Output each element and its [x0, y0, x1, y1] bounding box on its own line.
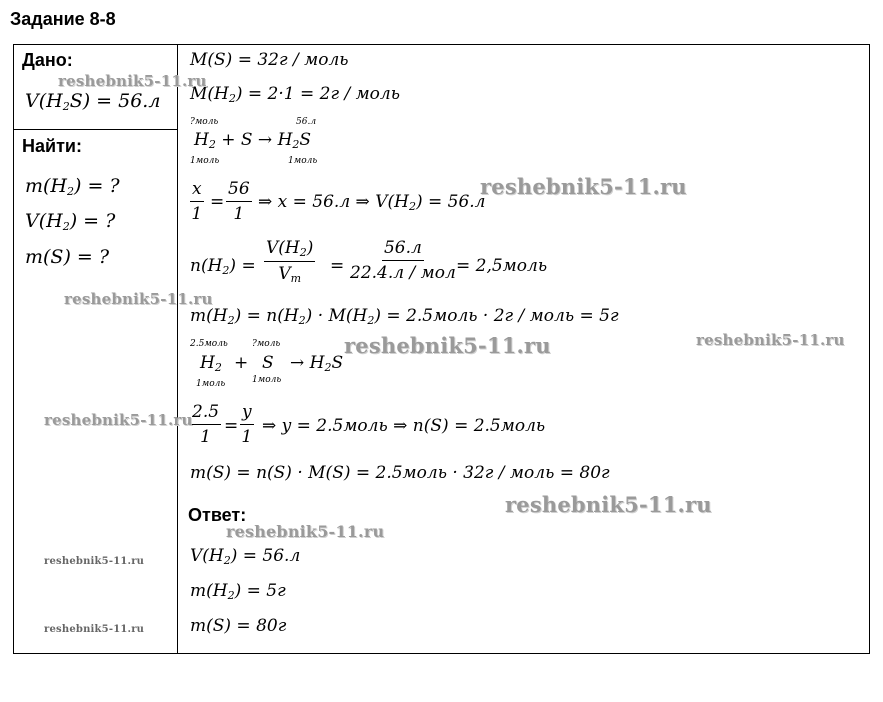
mass-h2-calc: $m(H_2) = n(H_2) \cdot M(H_2)$ = 2.5моль · 2г / моль = 5г [190, 306, 619, 327]
eq1-below-right: 1моль [288, 156, 318, 166]
eq1-above-left: ?моль [190, 117, 219, 127]
find-header: Найти: [22, 136, 82, 156]
amount-h2-fraction-1: $\frac{V(H_2)}{V_m}$ [266, 238, 314, 285]
given-item: $V(H_2S) = 56.л$ [25, 90, 161, 113]
answer-volume-h2: $V(H_2) = 56.л$ [190, 546, 301, 567]
reaction-equation-2-h2: $H_2$ [200, 353, 222, 374]
eq2-above-left: 2.5моль [190, 339, 228, 349]
molar-mass-h2: $M(H_2) = 2\cdot 1 = 2г$ / моль [190, 84, 400, 105]
amount-h2-result: = 2,5моль [456, 256, 548, 276]
reaction-equation-2-s: S [262, 353, 274, 373]
proportion1-fraction-56: $\frac{56}{1}$ [228, 179, 250, 224]
mass-s-calc: m(S) = n(S) · M(S) = 2.5моль · 32г / моль = 80г [190, 463, 610, 483]
watermark: reshebnik5-11.ru [480, 174, 687, 199]
watermark: reshebnik5-11.ru [505, 492, 712, 517]
table-row-divider [13, 129, 178, 130]
proportion1-result: ⇒ x = 56.л ⇒ $V(H_2) = 56.л$ [258, 192, 486, 213]
proportion1-equals: = [210, 192, 225, 212]
watermark: reshebnik5-11.ru [64, 290, 213, 308]
eq1-below-left: 1моль [190, 156, 220, 166]
task-title: Задание 8-8 [10, 9, 116, 29]
answer-mass-h2: $m(H_2) = 5г$ [190, 581, 286, 602]
eq1-above-right: 56.л [296, 117, 317, 127]
watermark: reshebnik5-11.ru [696, 331, 845, 349]
amount-h2-lhs: $n(H_2)$ = [190, 256, 256, 277]
watermark: reshebnik5-11.ru [44, 411, 193, 429]
proportion2-equals: = [224, 416, 239, 436]
reaction-equation-1: $H_2 + S \to H_2S$ [194, 130, 312, 151]
find-item-mass-s: m(S) = ? [25, 246, 110, 268]
amount-h2-fraction-2: 56.л 22.4.л / мол [350, 238, 456, 283]
proportion2-result: ⇒ y = 2.5моль ⇒ n(S) = 2.5моль [262, 416, 546, 436]
watermark: reshebnik5-11.ru [344, 333, 551, 358]
eq2-below-left: 1моль [196, 379, 226, 389]
given-header: Дано: [22, 50, 73, 70]
watermark: reshebnik5-11.ru [226, 522, 385, 541]
eq2-below-right: 1моль [252, 375, 282, 385]
watermark: reshebnik5-11.ru [58, 72, 207, 90]
watermark: reshebnik5-11.ru [44, 556, 145, 567]
proportion2-fraction-25: $\frac{2.5}{1}$ [192, 402, 220, 447]
answer-header: Ответ: [188, 505, 247, 525]
amount-h2-equals: = [330, 256, 345, 276]
reaction-equation-2-product: → $H_2S$ [290, 353, 344, 374]
proportion1-fraction-x: $\frac{x}{1}$ [191, 179, 203, 224]
find-item-volume-h2: $V(H_2)$ = ? [25, 210, 116, 233]
answer-mass-s: m(S) = 80г [190, 616, 287, 636]
table-column-divider [177, 44, 178, 654]
reaction-equation-2-plus: + [234, 353, 249, 373]
watermark: reshebnik5-11.ru [44, 624, 145, 635]
proportion2-fraction-y: $\frac{y}{1}$ [241, 402, 253, 447]
molar-mass-s: M(S) = 32г / моль [190, 50, 349, 70]
find-item-mass-h2: $m(H_2)$ = ? [25, 175, 120, 198]
eq2-above-right: ?моль [252, 339, 281, 349]
